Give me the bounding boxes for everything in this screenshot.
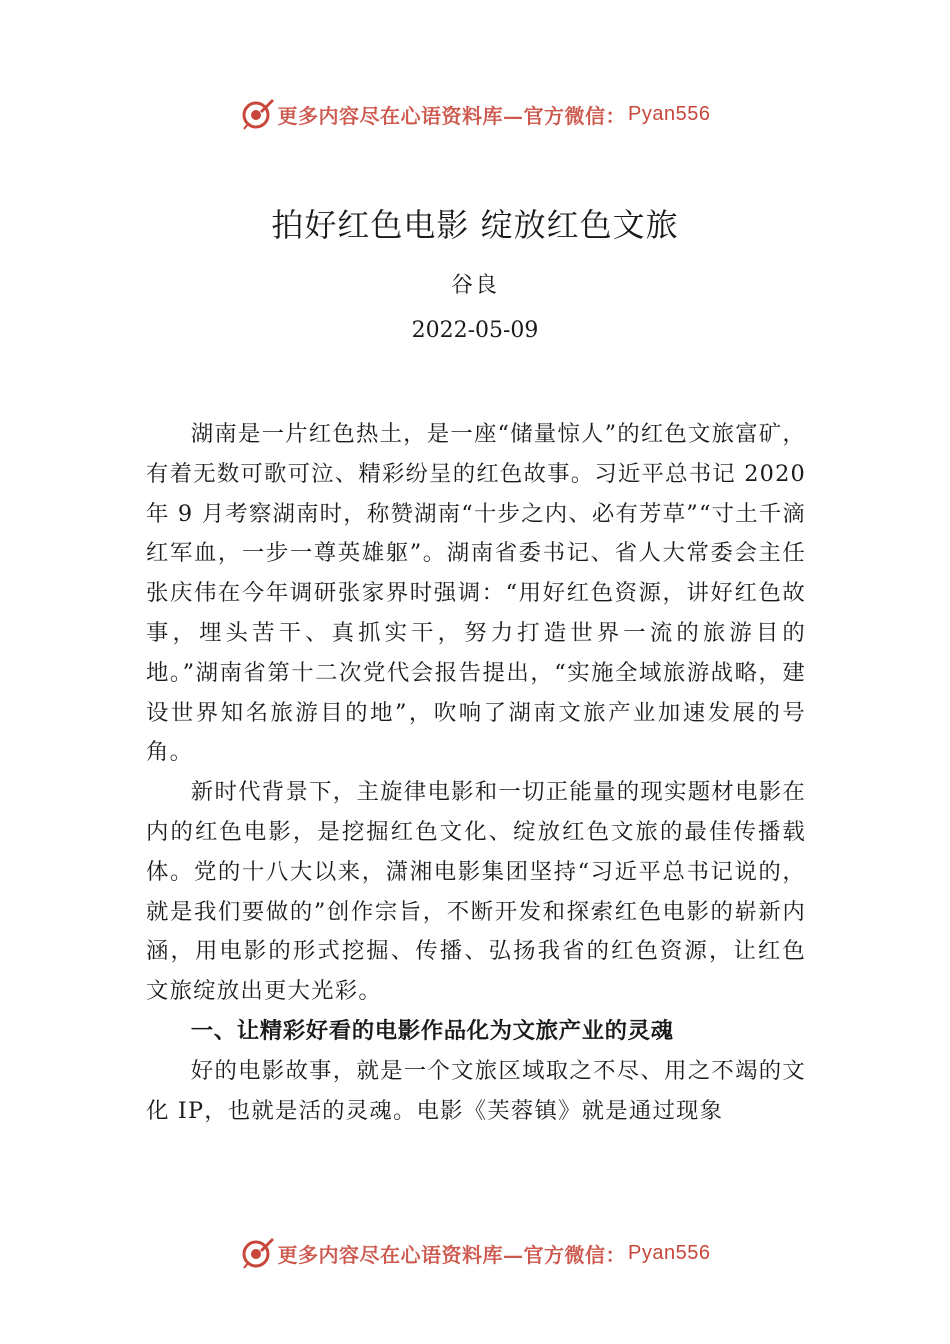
paragraph-2: 新时代背景下，主旋律电影和一切正能量的现实题材电影在内的红色电影，是挖掘红色文化、绽放红色文旅的最佳传播载体。党的十八大以来，潇湘电影集团坚持“习近平总书记说的，就是我们要做的”创作宗旨，不断开发和探索红色电影的崭新内涵，用电影的形式挖掘、传播、弘扬我省的红色资源，让红色文旅绽放出更大光彩。 bbox=[146, 779, 806, 1005]
watermark-footer bbox=[0, 1233, 950, 1273]
watermark-wechat-id: Pyan556 bbox=[628, 1241, 711, 1264]
paragraph-1: 湖南是一片红色热土，是一座“储量惊人”的红色文旅富矿，有着无数可歌可泣、精彩纷呈的红色故事。习近平总书记 2020 年 9 月考察湖南时，称赞湖南“十步之内、必有芳草”“寸土千滴红军血，一步一尊英雄躯”。湖南省委书记、省人大常委会主任张庆伟在今年调研张家界时强调：“用好红色资源，讲好红色故事，埋头苦干、真抓实干，努力打造世界一流的旅游目的地。”湖南省第十二次党代会报告提出，“实施全域旅游战略，建设世界知名旅游目的地”，吹响了湖南文旅产业加速发展的号角。 bbox=[146, 421, 806, 766]
watermark-wechat-id: Pyan556 bbox=[628, 102, 711, 125]
watermark-header bbox=[0, 94, 950, 134]
article-author: 谷良 bbox=[450, 273, 499, 298]
paragraph-3: 好的电影故事，就是一个文旅区域取之不尽、用之不竭的文化 IP，也就是活的灵魂。电影《芙蓉镇》就是通过现象 bbox=[146, 1057, 806, 1124]
article-date: 2022-05-09 bbox=[411, 318, 539, 343]
watermark-text: 更多内容尽在心语资料库—官方微信： bbox=[277, 103, 627, 128]
article-title: 拍好红色电影 绽放红色文旅 bbox=[271, 206, 679, 244]
pen-logo-icon bbox=[240, 96, 276, 132]
watermark-text: 更多内容尽在心语资料库—官方微信： bbox=[277, 1242, 627, 1267]
article-body bbox=[146, 415, 806, 1131]
pen-logo-icon bbox=[240, 1235, 276, 1271]
section-heading: 一、让精彩好看的电影作品化为文旅产业的灵魂 bbox=[190, 1017, 674, 1044]
